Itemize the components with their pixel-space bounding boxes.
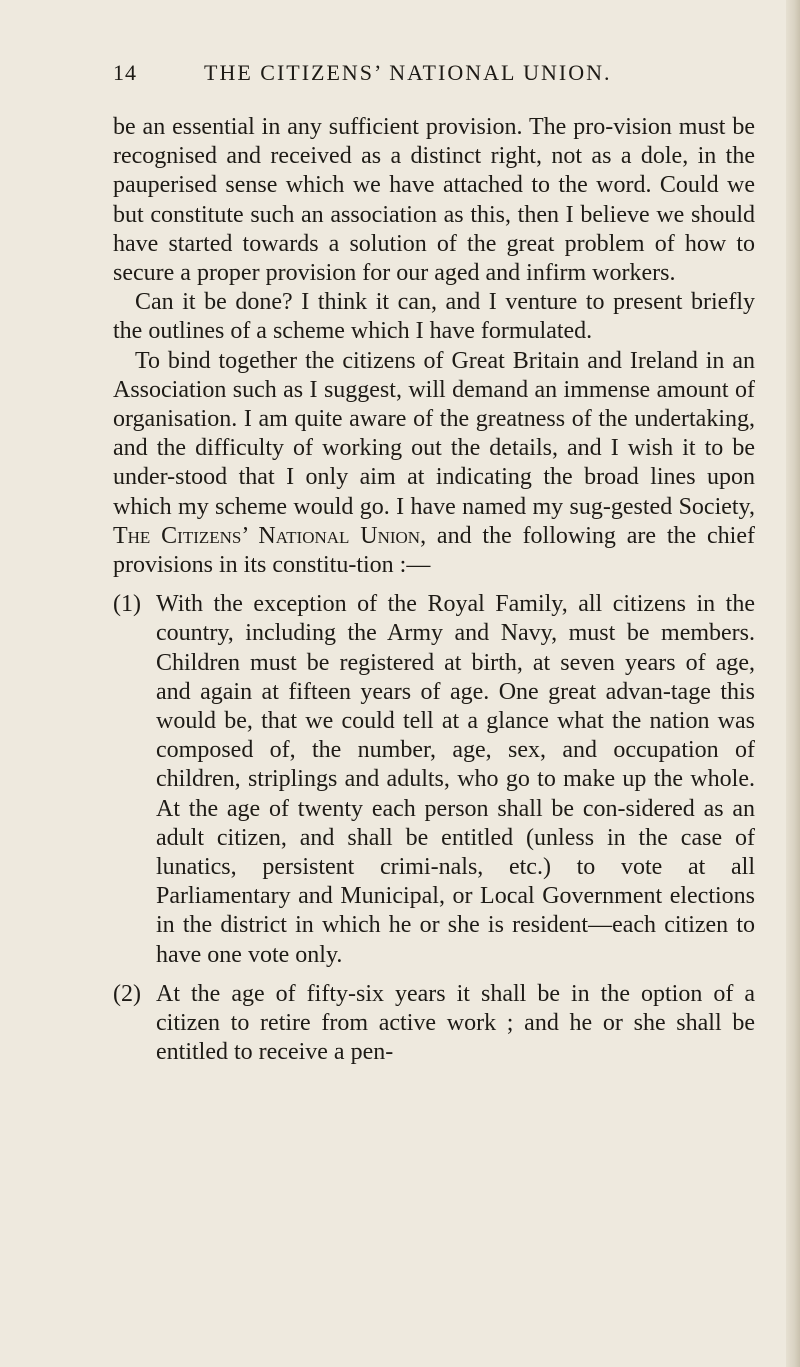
paragraph-can-it-be-done: Can it be done? I think it can, and I venture to present briefly the outlines of a scheme which I have formulated.	[113, 289, 755, 345]
page-number: 14	[113, 60, 137, 85]
body-text	[113, 113, 755, 1068]
paragraph-bind-together-text: To bind together the citizens of Great Britain and Ireland in an Association such as I suggest, will demand an immense amount of organisation. I am quite aware of the greatness of the undertaking, and the difficulty of working out the details, and I wish it to be under-stood that I only aim at indicating the broad lines upon which my scheme would go. I have named my sug-gested Society,	[113, 347, 755, 520]
running-head	[113, 60, 753, 100]
paragraph-bind-together-end: , and the following are the chief provisions in its constitu-tion :—	[113, 522, 755, 579]
paragraph-continuation: be an essential in any sufficient provision. The pro-vision must be recognised and received as a distinct right, not as a dole, in the pauperised sense which we have attached to the word. Could we but constitute such an association as this, then I believe we should have started towards a solution of the great problem of how to secure a proper provision for our aged and infirm workers.	[113, 114, 755, 287]
provision-text: With the exception of the Royal Family, all citizens in the country, including the Army and Navy, must be members. Children must be registered at birth, at seven years of age, and again at fifteen years of age. One great advan-tage this would be, that we could tell at a glance what the nation was composed of, the number, age, sex, and occupation of children, striplings and adults, who go to make up the whole. At the age of twenty each person shall be con-sidered as an adult citizen, and shall be entitled (unless in the case of lunatics, persistent crimi-nals, etc.) to vote at all Parliamentary and Municipal, or Local Government elections in the district in which he or she is resident—each citizen to have one vote only.	[156, 591, 755, 968]
paragraph-bind-together	[113, 347, 755, 581]
page-edge-shadow	[786, 0, 800, 1367]
provision-text: At the age of fifty-six years it shall be in the option of a citizen to retire from active work ; and he or she shall be entitled to receive a pen-	[156, 980, 755, 1066]
provision-number: (2)	[113, 980, 141, 1007]
provision-item	[113, 590, 755, 970]
running-title: THE CITIZENS’ NATIONAL UNION.	[204, 60, 612, 85]
society-name: The Citizens’ National Union	[113, 522, 421, 549]
provision-item	[113, 980, 755, 1068]
provision-number: (1)	[113, 591, 141, 618]
